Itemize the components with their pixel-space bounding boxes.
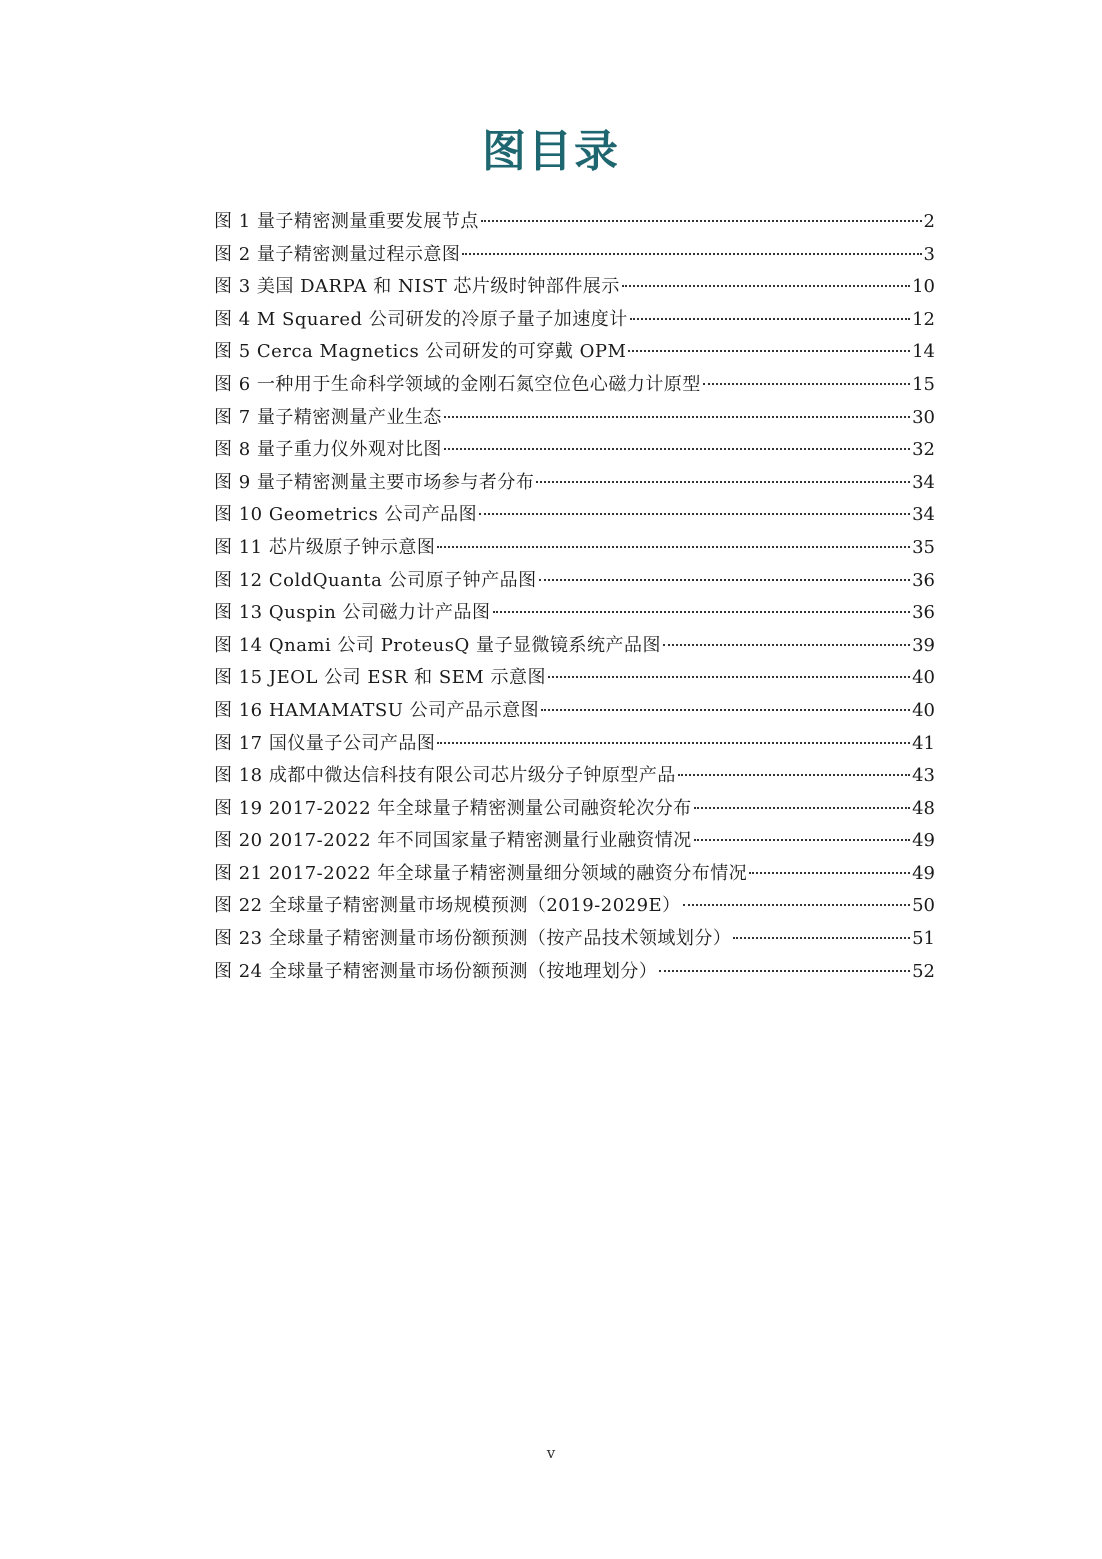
entry-label: 图 2 量子精密测量过程示意图 (214, 243, 461, 265)
entry-page-number: 40 (912, 699, 935, 721)
dot-leader (659, 969, 910, 972)
dot-leader (444, 447, 910, 450)
dot-leader (437, 545, 910, 548)
entry-label: 图 23 全球量子精密测量市场份额预测（按产品技术领域划分） (214, 928, 732, 950)
entry-label: 图 3 美国 DARPA 和 NIST 芯片级时钟部件展示 (214, 276, 620, 298)
page-title: 图目录 (482, 126, 620, 177)
entry-page-number: 39 (912, 634, 935, 656)
entry-page-number: 3 (923, 243, 935, 265)
entry-label: 图 9 量子精密测量主要市场参与者分布 (214, 471, 535, 493)
dot-leader (694, 806, 910, 809)
entry-label: 图 10 Geometrics 公司产品图 (214, 504, 478, 526)
entry-page-number: 2 (923, 211, 935, 232)
entry-page-number: 36 (912, 602, 935, 624)
dot-leader (539, 578, 910, 581)
entry-page-number: 14 (912, 341, 935, 363)
dot-leader (733, 936, 910, 939)
entry-page-number: 10 (912, 276, 935, 298)
entry-page-number: 30 (912, 406, 935, 428)
entry-page-number: 52 (912, 960, 935, 982)
entry-label: 图 13 Quspin 公司磁力计产品图 (214, 602, 491, 624)
dot-leader (444, 415, 910, 418)
page-number: v (546, 1444, 556, 1462)
toc-entry[interactable] (214, 597, 935, 630)
toc-entry[interactable] (214, 239, 935, 272)
entry-label: 图 16 HAMAMATSU 公司产品示意图 (214, 699, 540, 721)
entry-label: 图 11 芯片级原子钟示意图 (214, 536, 436, 558)
entry-label: 图 5 Cerca Magnetics 公司研发的可穿戴 OPM (214, 341, 627, 363)
toc-entry[interactable] (214, 499, 935, 532)
entry-label: 图 6 一种用于生命科学领域的金刚石氮空位色心磁力计原型 (214, 373, 701, 395)
dot-leader (548, 675, 910, 678)
toc-entry[interactable] (214, 956, 935, 989)
toc-entry[interactable] (214, 565, 935, 598)
entry-label: 图 4 M Squared 公司研发的冷原子量子加速度计 (214, 308, 628, 330)
entry-page-number: 15 (912, 373, 935, 395)
entry-label: 图 19 2017-2022 年全球量子精密测量公司融资轮次分布 (214, 797, 692, 819)
toc-entry[interactable] (214, 467, 935, 500)
toc-entry[interactable] (214, 760, 935, 793)
dot-leader (493, 610, 911, 613)
dot-leader (481, 219, 922, 222)
entry-label: 图 17 国仪量子公司产品图 (214, 732, 436, 754)
entry-page-number: 48 (912, 797, 935, 819)
entry-page-number: 40 (912, 667, 935, 689)
toc-entry[interactable] (214, 532, 935, 565)
dot-leader (541, 708, 910, 711)
dot-leader (683, 903, 910, 906)
dot-leader (694, 838, 910, 841)
toc-entry[interactable] (214, 890, 935, 923)
dot-leader (437, 741, 910, 744)
toc-entry[interactable] (214, 793, 935, 826)
dot-leader (479, 512, 910, 515)
toc-entry[interactable] (214, 206, 935, 239)
toc-entry[interactable] (214, 695, 935, 728)
toc-entry[interactable] (214, 858, 935, 891)
entry-label: 图 20 2017-2022 年不同国家量子精密测量行业融资情况 (214, 830, 692, 852)
figure-list (214, 206, 935, 988)
toc-entry[interactable] (214, 304, 935, 337)
entry-page-number: 12 (912, 308, 935, 330)
entry-label: 图 14 Qnami 公司 ProteusQ 量子显微镜系统产品图 (214, 634, 661, 656)
entry-label: 图 24 全球量子精密测量市场份额预测（按地理划分） (214, 960, 658, 982)
entry-page-number: 49 (912, 862, 935, 884)
dot-leader (628, 349, 910, 352)
entry-page-number: 35 (912, 536, 935, 558)
dot-leader (536, 480, 910, 483)
toc-entry[interactable] (214, 630, 935, 663)
entry-page-number: 43 (912, 765, 935, 787)
toc-entry[interactable] (214, 434, 935, 467)
dot-leader (630, 317, 910, 320)
toc-entry[interactable] (214, 271, 935, 304)
dot-leader (749, 871, 910, 874)
entry-label: 图 18 成都中微达信科技有限公司芯片级分子钟原型产品 (214, 765, 676, 787)
entry-label: 图 21 2017-2022 年全球量子精密测量细分领域的融资分布情况 (214, 862, 748, 884)
dot-leader (462, 252, 921, 255)
entry-label: 图 15 JEOL 公司 ESR 和 SEM 示意图 (214, 667, 546, 689)
entry-page-number: 41 (912, 732, 935, 754)
toc-entry[interactable] (214, 369, 935, 402)
entry-page-number: 49 (912, 830, 935, 852)
toc-entry[interactable] (214, 923, 935, 956)
entry-label: 图 1 量子精密测量重要发展节点 (214, 211, 479, 232)
entry-page-number: 50 (912, 895, 935, 917)
entry-page-number: 34 (912, 504, 935, 526)
entry-page-number: 32 (912, 439, 935, 461)
entry-page-number: 34 (912, 471, 935, 493)
entry-label: 图 7 量子精密测量产业生态 (214, 406, 442, 428)
dot-leader (703, 382, 910, 385)
toc-entry[interactable] (214, 825, 935, 858)
entry-label: 图 12 ColdQuanta 公司原子钟产品图 (214, 569, 537, 591)
toc-entry[interactable] (214, 662, 935, 695)
dot-leader (663, 643, 910, 646)
entry-label: 图 22 全球量子精密测量市场规模预测（2019-2029E） (214, 895, 681, 917)
toc-entry[interactable] (214, 402, 935, 435)
dot-leader (678, 773, 910, 776)
toc-entry[interactable] (214, 336, 935, 369)
entry-label: 图 8 量子重力仪外观对比图 (214, 439, 442, 461)
entry-page-number: 51 (912, 928, 935, 950)
entry-page-number: 36 (912, 569, 935, 591)
toc-entry[interactable] (214, 728, 935, 761)
dot-leader (622, 284, 910, 287)
